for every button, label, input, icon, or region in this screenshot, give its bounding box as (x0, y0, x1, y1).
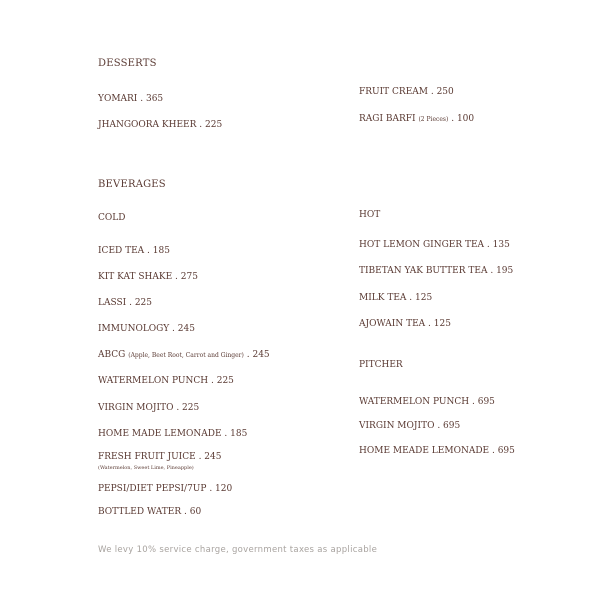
item-name: HOT LEMON GINGER TEA (359, 240, 485, 250)
item-name: HOME MEADE LEMONADE (359, 446, 490, 456)
beverages-heading: BEVERAGES (98, 179, 166, 190)
item-price: 185 (152, 246, 170, 256)
menu-item: WATERMELON PUNCH . 695 (359, 397, 495, 407)
item-name: KIT KAT SHAKE (98, 272, 173, 282)
item-name: FRUIT CREAM (359, 87, 428, 97)
pitcher-heading: PITCHER (359, 360, 403, 370)
item-name: VIRGIN MOJITO (359, 421, 435, 431)
item-price: 275 (180, 272, 198, 282)
menu-item: KIT KAT SHAKE . 275 (98, 272, 198, 282)
menu-item: ABCG (Apple, Beet Root, Carrot and Ginger) . 245 (98, 350, 270, 360)
item-price: 250 (436, 87, 454, 97)
item-name: TIBETAN YAK BUTTER TEA (359, 266, 488, 276)
item-name: ICED TEA (98, 246, 145, 256)
item-name: VIRGIN MOJITO (98, 403, 174, 413)
menu-item: JHANGOORA KHEER . 225 (98, 120, 223, 130)
item-price: 245 (252, 350, 270, 360)
menu-item: VIRGIN MOJITO . 225 (98, 403, 200, 413)
item-price: 120 (215, 484, 233, 494)
item-price: 225 (216, 376, 234, 386)
item-name: WATERMELON PUNCH (98, 376, 209, 386)
item-name: ABCG (98, 350, 126, 360)
item-price: 125 (433, 319, 451, 329)
menu-item: HOT LEMON GINGER TEA . 135 (359, 240, 510, 250)
cold-heading: COLD (98, 213, 126, 223)
menu-item: FRUIT CREAM . 250 (359, 87, 454, 97)
item-name: RAGI BARFI (359, 114, 416, 124)
item-subnote: (Watermelon, Sweet Lime, Pineapple) (98, 465, 194, 471)
item-name: WATERMELON PUNCH (359, 397, 470, 407)
item-price: 225 (182, 403, 200, 413)
item-price: 365 (145, 94, 164, 104)
item-name: YOMARI (98, 94, 138, 104)
menu-item: TIBETAN YAK BUTTER TEA . 195 (359, 266, 514, 276)
item-price: 100 (456, 114, 475, 124)
item-price: 225 (134, 298, 152, 308)
item-price: 135 (492, 240, 510, 250)
service-charge-note: We levy 10% service charge, government taxes as applicable (98, 545, 378, 555)
item-price: 60 (189, 507, 202, 517)
menu-item: LASSI . 225 (98, 298, 152, 308)
item-name: FRESH FRUIT JUICE (98, 452, 196, 462)
menu-item: BOTTLED WATER . 60 (98, 507, 202, 517)
menu-item: MILK TEA . 125 (359, 293, 433, 303)
menu-item: IMMUNOLOGY . 245 (98, 324, 195, 334)
item-name: IMMUNOLOGY (98, 324, 170, 334)
item-price: 695 (443, 421, 461, 431)
menu-item: PEPSI/DIET PEPSI/7UP . 120 (98, 484, 233, 494)
desserts-heading: DESSERTS (98, 58, 157, 69)
item-price: 695 (477, 397, 495, 407)
menu-item: WATERMELON PUNCH . 225 (98, 376, 234, 386)
item-name: JHANGOORA KHEER (98, 120, 197, 130)
item-note: (2 Pieces) (418, 116, 449, 123)
item-note: (Apple, Beet Root, Carrot and Ginger) (128, 352, 244, 359)
menu-item: HOME MEADE LEMONADE . 695 (359, 446, 515, 456)
item-price: 695 (497, 446, 515, 456)
item-price: 225 (205, 120, 223, 130)
item-price: 195 (496, 266, 514, 276)
item-name: HOME MADE LEMONADE (98, 429, 222, 439)
item-price: 125 (415, 293, 433, 303)
item-name: AJOWAIN TEA (359, 319, 426, 329)
menu-item: FRESH FRUIT JUICE . 245 (98, 452, 222, 462)
menu-item: HOME MADE LEMONADE . 185 (98, 429, 248, 439)
item-name: LASSI (98, 298, 127, 308)
menu-item: ICED TEA . 185 (98, 246, 170, 256)
hot-heading: HOT (359, 210, 381, 220)
item-price: 245 (204, 452, 222, 462)
item-name: PEPSI/DIET PEPSI/7UP (98, 484, 207, 494)
menu-item: VIRGIN MOJITO . 695 (359, 421, 461, 431)
menu-item: RAGI BARFI (2 Pieces) . 100 (359, 114, 475, 124)
item-price: 245 (177, 324, 195, 334)
item-name: MILK TEA (359, 293, 407, 303)
menu-item: AJOWAIN TEA . 125 (359, 319, 451, 329)
item-name: BOTTLED WATER (98, 507, 182, 517)
item-price: 185 (230, 429, 248, 439)
menu-item: YOMARI . 365 (98, 94, 164, 104)
